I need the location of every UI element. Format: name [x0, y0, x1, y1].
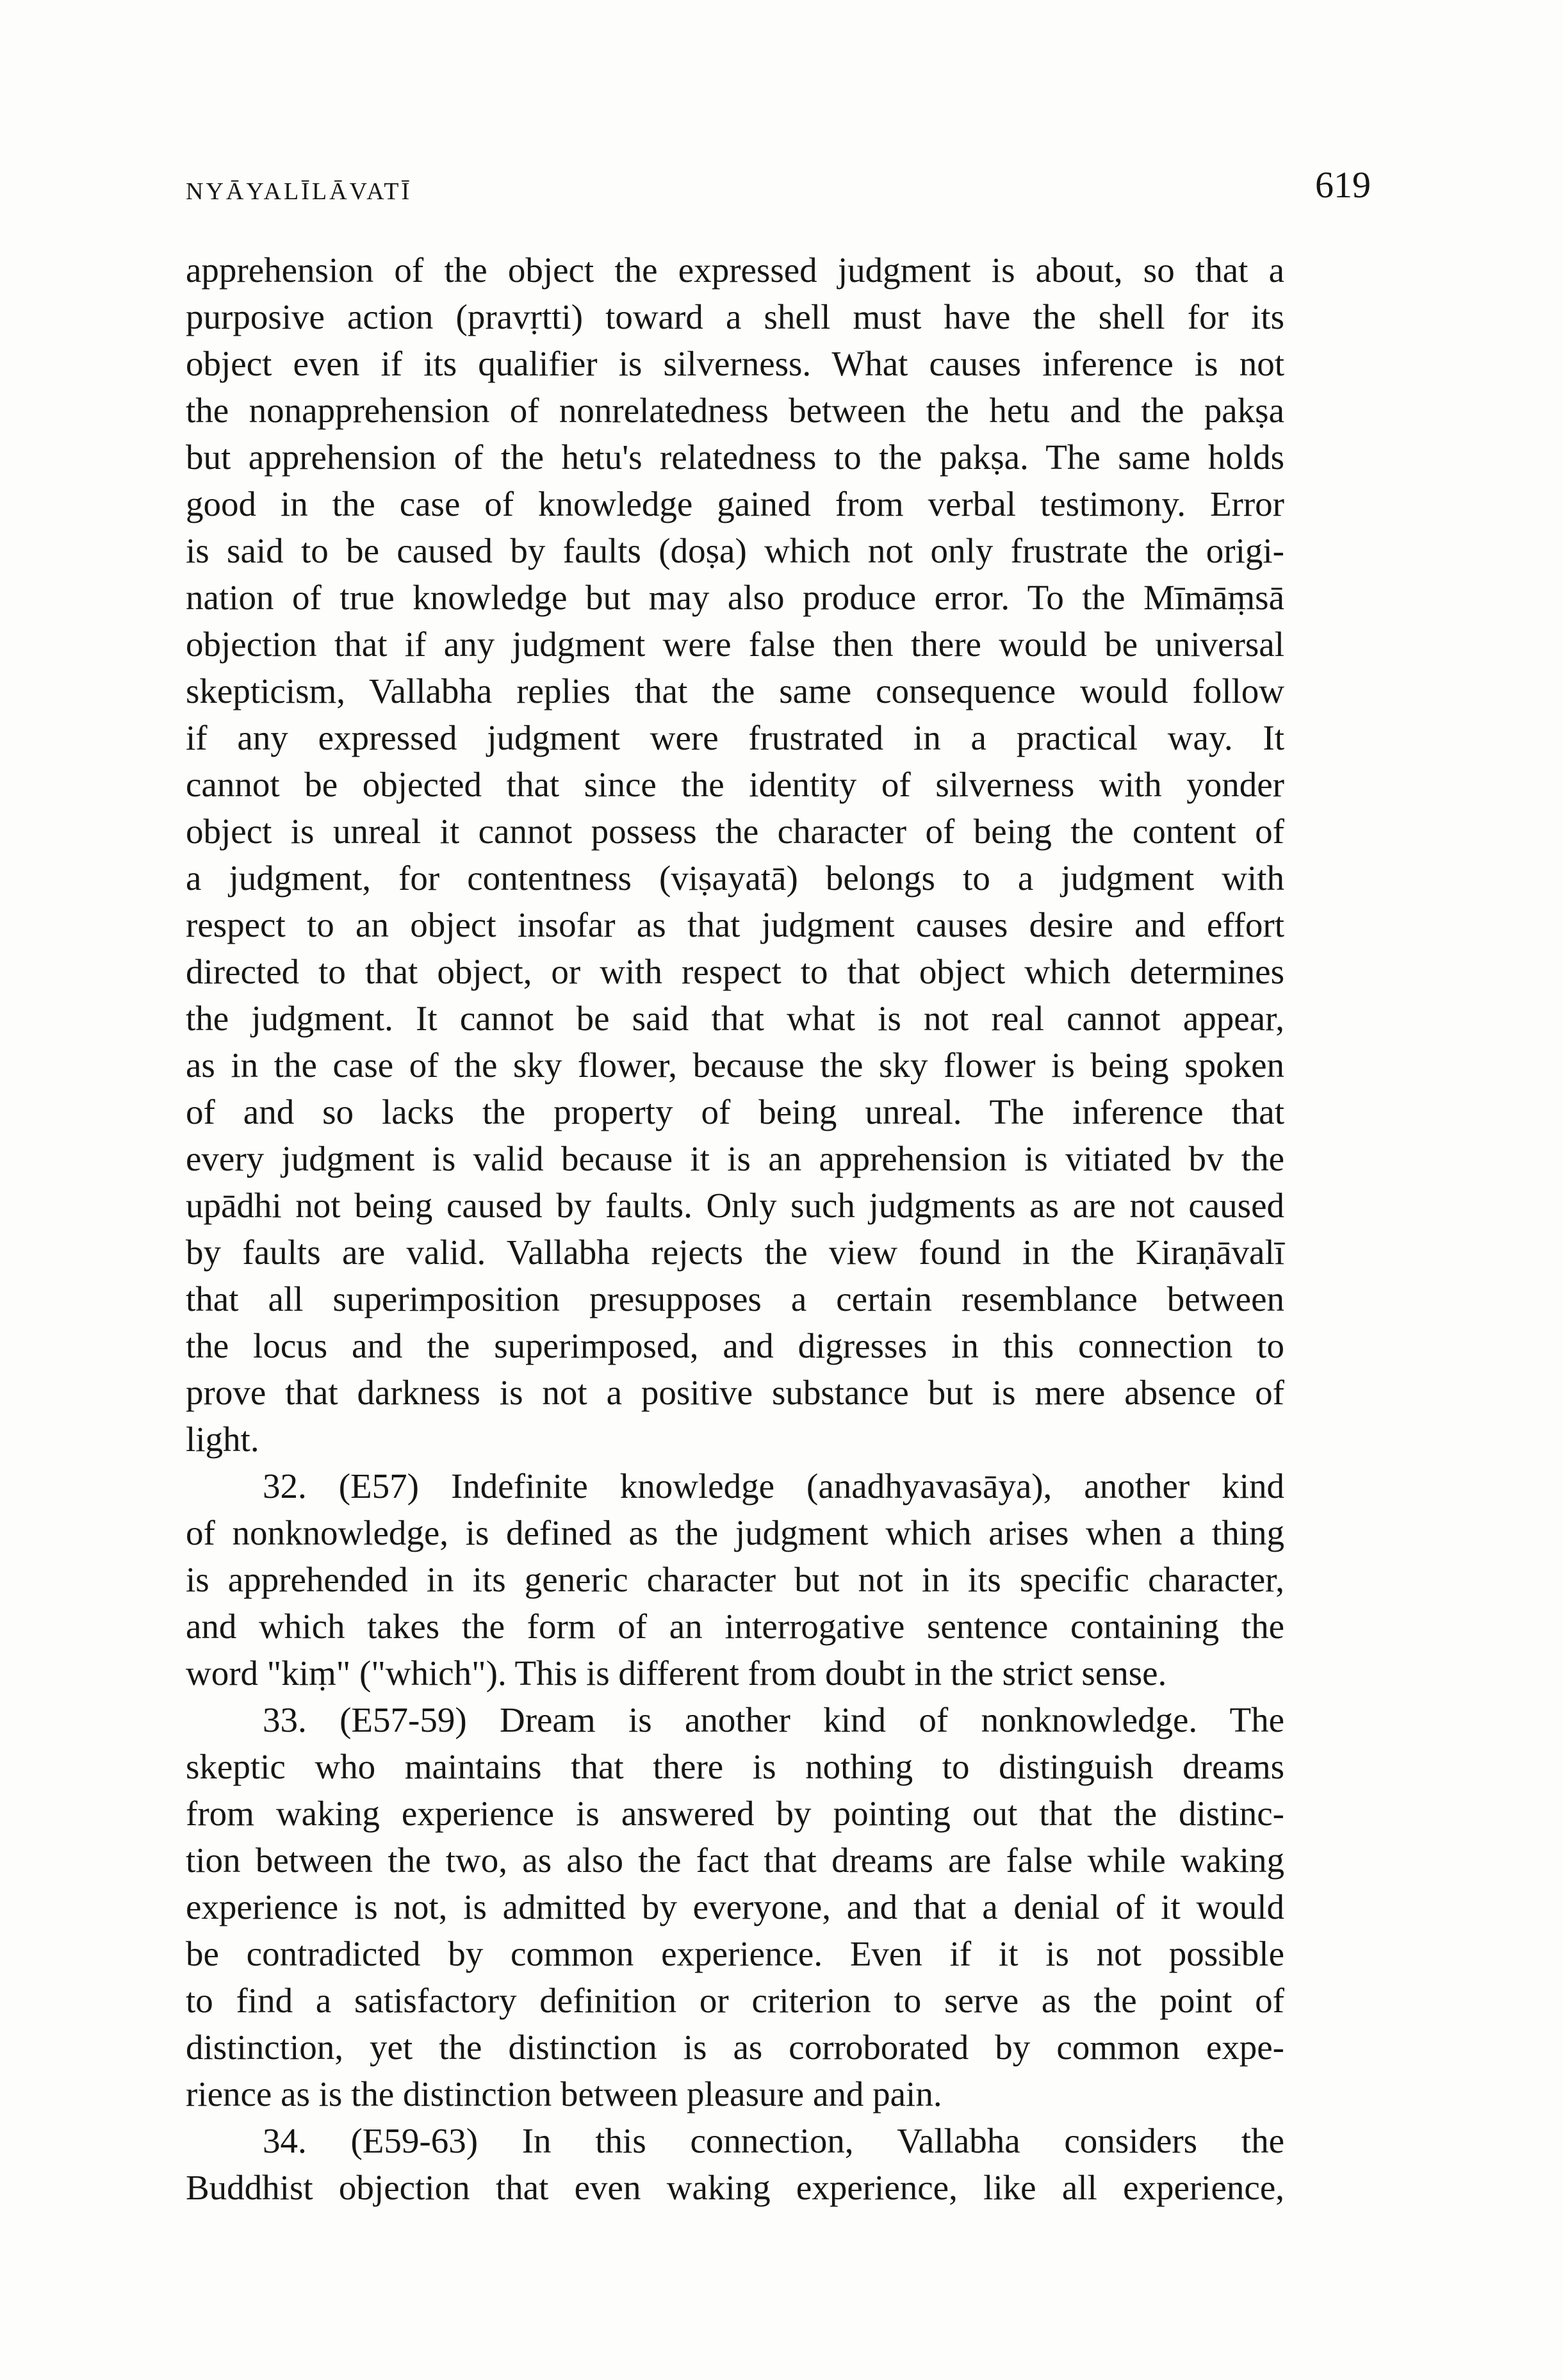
text-line: directed to that object, or with respect to that object which determines: [186, 952, 1284, 991]
text-line: that all superimposition presupposes a certain resemblance between: [186, 1279, 1284, 1318]
text-line: to find a satisfactory definition or criterion to serve as the point of: [186, 1981, 1284, 2020]
text-line: a judgment, for contentness (viṣayatā) belongs to a judgment with: [186, 858, 1284, 898]
text-line: if any expressed judgment were frustrated in a practical way. It: [186, 718, 1284, 757]
text-line: tion between the two, as also the fact that dreams are false while waking: [186, 1841, 1284, 1880]
text-line: but apprehension of the hetu's relatedness to the pakṣa. The same holds: [186, 438, 1284, 477]
text-line: be contradicted by common experience. Even if it is not possible: [186, 1934, 1284, 1973]
text-line: good in the case of knowledge gained from verbal testimony. Error: [186, 484, 1284, 523]
text-line: purposive action (pravṛtti) toward a shell must have the shell for its: [186, 297, 1284, 336]
body-text: [186, 247, 1284, 2211]
text-line: as in the case of the sky flower, because the sky flower is being spoken: [186, 1046, 1284, 1085]
text-line: of nonknowledge, is defined as the judgment which arises when a thing: [186, 1513, 1284, 1552]
text-line: experience is not, is admitted by everyone, and that a denial of it would: [186, 1887, 1284, 1926]
text-line: skeptic who maintains that there is nothing to distinguish dreams: [186, 1747, 1284, 1786]
text-line: every judgment is valid because it is an apprehension is vitiated bv the: [186, 1139, 1284, 1178]
text-line: skepticism, Vallabha replies that the same consequence would follow: [186, 671, 1284, 710]
text-line: from waking experience is answered by pointing out that the distinc-: [186, 1794, 1284, 1833]
text-line: 32. (E57) Indefinite knowledge (anadhyavasāya), another kind: [263, 1466, 1284, 1506]
text-line: is apprehended in its generic character but not in its specific character,: [186, 1560, 1284, 1599]
text-line: 34. (E59-63) In this connection, Vallabha considers the: [263, 2121, 1284, 2160]
text-line: respect to an object insofar as that judgment causes desire and effort: [186, 905, 1284, 944]
text-line: upādhi not being caused by faults. Only such judgments as are not caused: [186, 1186, 1284, 1225]
text-line: cannot be objected that since the identity of silverness with yonder: [186, 765, 1284, 804]
page-number: 619: [1315, 164, 1371, 206]
text-line: nation of true knowledge but may also produce error. To the Mīmāṃsā: [186, 578, 1284, 617]
text-line: word "kiṃ" ("which"). This is different from doubt in the strict sense.: [186, 1654, 1167, 1693]
text-line: and which takes the form of an interrogative sentence containing the: [186, 1607, 1284, 1646]
text-line: apprehension of the object the expressed judgment is about, so that a: [186, 250, 1284, 290]
text-line: distinction, yet the distinction is as corroborated by common expe-: [186, 2028, 1284, 2067]
text-line: prove that darkness is not a positive substance but is mere absence of: [186, 1373, 1284, 1412]
text-line: 33. (E57-59) Dream is another kind of nonknowledge. The: [263, 1700, 1284, 1739]
text-line: Buddhist objection that even waking experience, like all experience,: [186, 2168, 1284, 2207]
text-line: is said to be caused by faults (doṣa) which not only frustrate the origi-: [186, 531, 1284, 570]
text-line: of and so lacks the property of being unreal. The inference that: [186, 1092, 1284, 1131]
text-line: object even if its qualifier is silverness. What causes inference is not: [186, 344, 1284, 383]
text-line: the locus and the superimposed, and digresses in this connection to: [186, 1326, 1284, 1365]
running-head: NYĀYALĪLĀVATĪ: [186, 178, 413, 205]
text-line: objection that if any judgment were false then there would be universal: [186, 625, 1284, 664]
text-line: rience as is the distinction between pleasure and pain.: [186, 2074, 942, 2113]
page-header: [186, 163, 1371, 221]
text-line: the nonapprehension of nonrelatedness between the hetu and the pakṣa: [186, 391, 1284, 430]
text-line: object is unreal it cannot possess the character of being the content of: [186, 812, 1284, 851]
text-line: by faults are valid. Vallabha rejects the view found in the Kiraṇāvalī: [186, 1233, 1284, 1272]
text-line: light.: [186, 1420, 259, 1459]
text-line: the judgment. It cannot be said that what is not real cannot appear,: [186, 999, 1284, 1038]
